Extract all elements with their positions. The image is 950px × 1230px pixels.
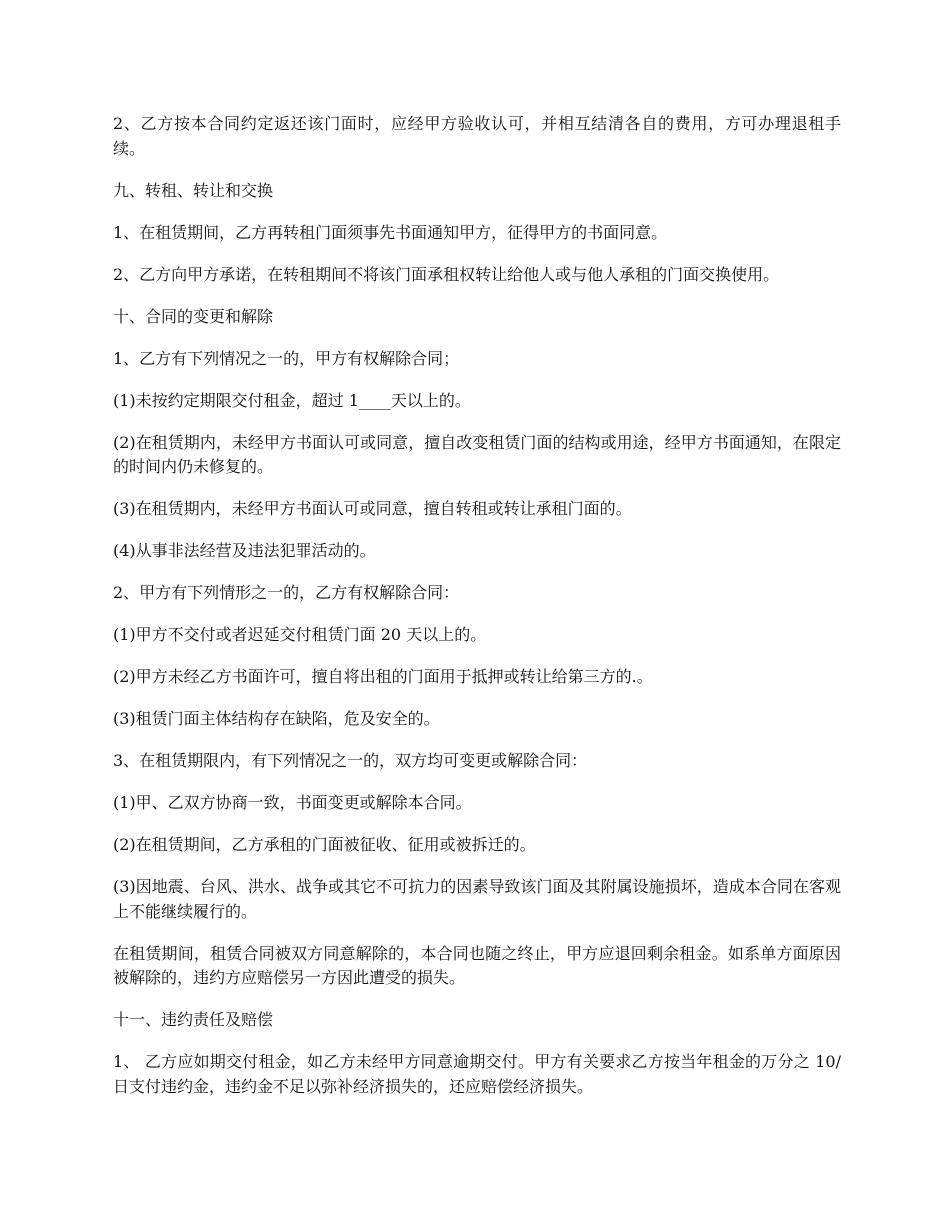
list-item-late-delivery: (1)甲方不交付或者迟延交付租赁门面 20 天以上的。 bbox=[113, 625, 487, 644]
section-heading-breach-liability: 十一、违约责任及赔偿 bbox=[113, 1010, 274, 1029]
paragraph-late-payment-penalty: 1、 乙方应如期交付租金，如乙方未经甲方同意逾期交付。甲方有关要求乙方按当年租金的万分之 10/日支付违约金，违约金不足以弥补经济损失的，还应赔偿经济损失。 bbox=[113, 1052, 841, 1096]
list-item-mortgage: (2)甲方未经乙方书面许可，擅自将出租的门面用于抵押或转让给第三方的.。 bbox=[113, 667, 653, 686]
list-item-force-majeure: (3)因地震、台风、洪水、战争或其它不可抗力的因素导致该门面及其附属设施损坏，造成本合同在客观上不能继续履行的。 bbox=[113, 877, 841, 921]
document-body bbox=[113, 112, 841, 1117]
paragraph-return-storefront: 2、乙方按本合同约定返还该门面时，应经甲方验收认可，并相互结清各自的费用，方可办理退租手续。 bbox=[113, 114, 841, 158]
section-heading-contract-change: 十、合同的变更和解除 bbox=[113, 306, 274, 326]
list-item-late-rent: (1)未按约定期限交付租金，超过 1____天以上的。 bbox=[113, 390, 471, 410]
paragraph-sublease-notice: 1、在租赁期间，乙方再转租门面须事先书面通知甲方，征得甲方的书面同意。 bbox=[113, 222, 668, 242]
paragraph-termination-consequence: 在租赁期间，租赁合同被双方同意解除的，本合同也随之终止，甲方应退回剩余租金。如系单方面原因被解除的，违约方应赔偿另一方因此遭受的损失。 bbox=[113, 943, 841, 987]
list-item-unauthorized-sublease: (3)在租赁期内，未经甲方书面认可或同意，擅自转租或转让承租门面的。 bbox=[113, 499, 632, 518]
list-item-mutual-agreement: (1)甲、乙双方协商一致，书面变更或解除本合同。 bbox=[113, 793, 472, 812]
list-item-illegal-activity: (4)从事非法经营及违法犯罪活动的。 bbox=[113, 541, 376, 560]
paragraph-lessee-termination-rights: 2、甲方有下列情形之一的，乙方有权解除合同： bbox=[113, 583, 460, 602]
paragraph-mutual-termination: 3、在租赁期限内，有下列情况之一的，双方均可变更或解除合同： bbox=[113, 751, 588, 770]
list-item-structural-defect: (3)租赁门面主体结构存在缺陷，危及安全的。 bbox=[113, 709, 440, 728]
list-item-expropriation: (2)在租赁期间，乙方承租的门面被征收、征用或被拆迁的。 bbox=[113, 835, 536, 854]
list-item-structure-change: (2)在租赁期内，未经甲方书面认可或同意，擅自改变租赁门面的结构或用途，经甲方书面通知，在限定的时间内仍未修复的。 bbox=[113, 432, 841, 476]
section-heading-sublease: 九、转租、转让和交换 bbox=[113, 180, 274, 200]
paragraph-sublease-promise: 2、乙方向甲方承诺，在转租期间不将该门面承租权转让给他人或与他人承租的门面交换使用。 bbox=[113, 264, 780, 284]
paragraph-lessor-termination-rights: 1、乙方有下列情况之一的，甲方有权解除合同； bbox=[113, 348, 460, 368]
